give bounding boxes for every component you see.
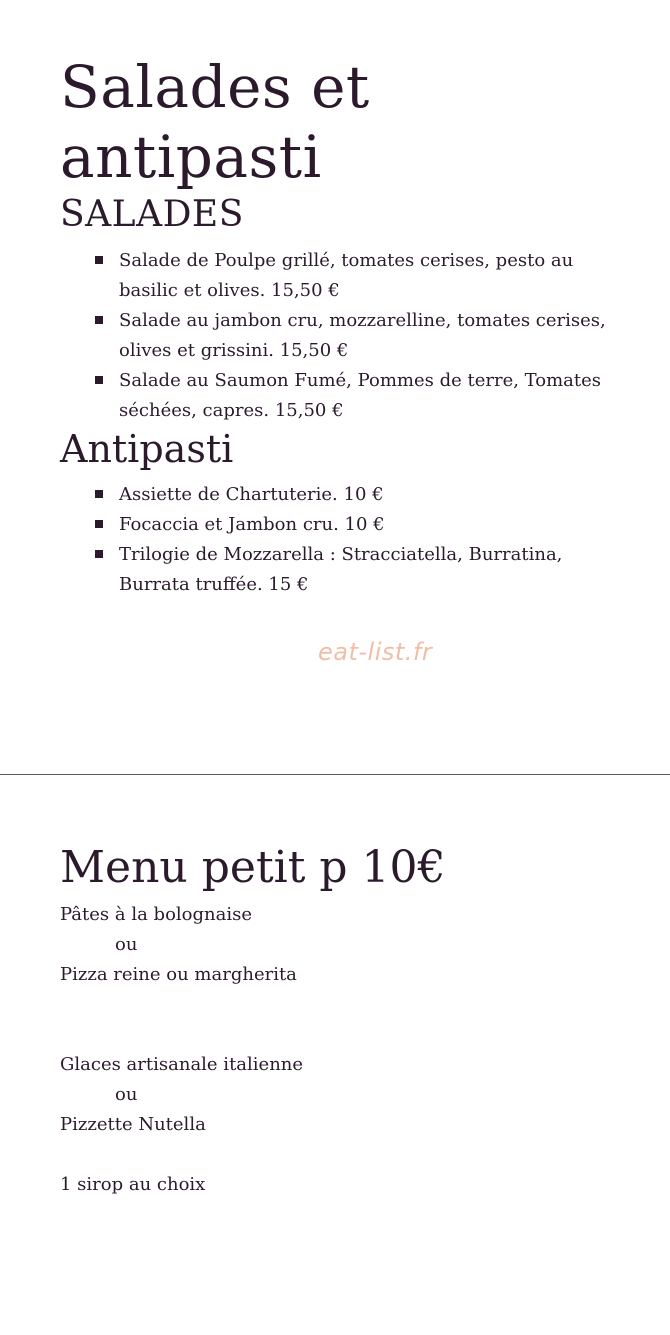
kids-menu-lines [60,900,620,1200]
list-item [95,246,620,306]
kids-menu-line: Pizzette Nutella [60,1114,206,1135]
salades-list [60,246,620,426]
kids-menu-line [60,1020,620,1050]
square-bullet-icon [95,490,103,498]
salades-antipasti-section [60,52,620,600]
antipasti-list [60,480,620,600]
list-item-text: Salade au jambon cru, mozzarelline, tomates cerises, olives et grissini. 15,50 € [119,310,606,361]
section-divider [0,774,670,775]
list-item [95,366,620,426]
kids-menu-line: Glaces artisanale italienne [60,1054,304,1075]
list-item-text: Salade de Poulpe grillé, tomates cerises, pesto au basilic et olives. 15,50 € [119,250,574,301]
list-item-text: Assiette de Chartuterie. 10 € [119,484,384,505]
page-title-line-2: antipasti [60,123,322,191]
square-bullet-icon [95,376,103,384]
kids-menu-line: ou [115,934,138,955]
watermark: eat-list.fr [318,638,433,666]
list-item-text: Focaccia et Jambon cru. 10 € [119,514,385,535]
square-bullet-icon [95,550,103,558]
square-bullet-icon [95,316,103,324]
list-item [95,510,620,540]
page-title-line-1: Salades et [60,53,370,121]
kids-menu-line: 1 sirop au choix [60,1174,206,1195]
square-bullet-icon [95,520,103,528]
kids-menu-line: Pizza reine ou margherita [60,964,297,985]
square-bullet-icon [95,256,103,264]
kids-menu-line [60,990,620,1020]
kids-menu-line [60,1140,620,1170]
salades-heading: SALADES [60,194,244,235]
list-item [95,480,620,510]
kids-menu-section [60,840,620,1200]
list-item-text: Salade au Saumon Fumé, Pommes de terre, Tomates séchées, capres. 15,50 € [119,370,602,421]
list-item [95,540,620,600]
kids-menu-heading: Menu petit p 10€ [60,842,446,893]
list-item-text: Trilogie de Mozzarella : Stracciatella, Burratina, Burrata truffée. 15 € [119,544,563,595]
antipasti-heading: Antipasti [60,427,234,471]
kids-menu-line: ou [115,1084,138,1105]
kids-menu-line: Pâtes à la bolognaise [60,904,252,925]
list-item [95,306,620,366]
page-title [60,52,620,192]
